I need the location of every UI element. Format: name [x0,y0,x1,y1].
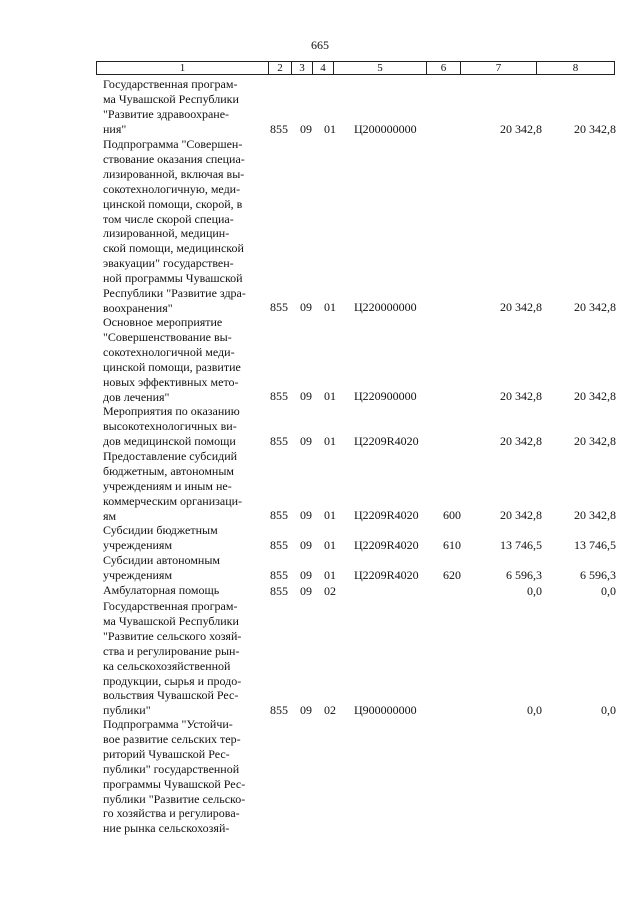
cell-c8: 20 342,8 [574,389,616,403]
cell-c8: 20 342,8 [574,508,616,522]
cell-c7: 13 746,5 [500,538,542,552]
cell-c5: Ц2209R4020 [354,538,419,552]
table-header [96,61,615,75]
cell-c2: 855 [270,584,288,598]
cell-c6: 620 [443,568,461,582]
cell-c7: 6 596,3 [506,568,542,582]
header-col-7: 7 [460,62,536,74]
cell-c6: 610 [443,538,461,552]
row-description: Амбулаторная помощь [103,583,220,597]
cell-c2: 855 [270,538,288,552]
cell-c2: 855 [270,300,288,314]
cell-c5: Ц220000000 [354,300,417,314]
header-col-8: 8 [536,62,614,74]
header-col-4: 4 [312,62,333,74]
cell-c7: 0,0 [527,703,542,717]
cell-c2: 855 [270,122,288,136]
cell-c4: 02 [324,584,336,598]
cell-c5: Ц2209R4020 [354,434,419,448]
cell-c8: 13 746,5 [574,538,616,552]
cell-c3: 09 [300,508,312,522]
cell-c5: Ц220900000 [354,389,417,403]
cell-c4: 01 [324,122,336,136]
cell-c8: 0,0 [601,584,616,598]
cell-c8: 0,0 [601,703,616,717]
cell-c5: Ц900000000 [354,703,417,717]
cell-c5: Ц200000000 [354,122,417,136]
cell-c3: 09 [300,538,312,552]
cell-c4: 01 [324,389,336,403]
cell-c7: 20 342,8 [500,389,542,403]
header-col-5: 5 [333,62,426,74]
row-description: Подпрограмма "Совершен- ствование оказания специа- лизированной, включая вы- сокотехнологичную, меди- цинской помощи, скорой, в том числе скорой специа- лизированной, медицин- ской помощи, медицинской эвакуации" государствен- ной программы Чувашской Республики "Развитие здра- воохранения" [103,137,246,315]
row-description: Субсидии автономным учреждениям [103,553,220,582]
cell-c3: 09 [300,300,312,314]
row-description: Государственная програм- ма Чувашской Республики "Развитие здравоохране- ния" [103,77,239,136]
cell-c6: 600 [443,508,461,522]
row-description: Подпрограмма "Устойчи- вое развитие сельских тер- риторий Чувашской Рес- публики" государственной программы Чувашской Рес- публики "Развитие сельско- го хозяйства и регулирова- ние рынка сельскохозяй- [103,717,246,836]
header-col-2: 2 [268,62,291,74]
header-col-3: 3 [291,62,312,74]
cell-c4: 01 [324,300,336,314]
cell-c7: 20 342,8 [500,300,542,314]
cell-c7: 20 342,8 [500,434,542,448]
cell-c4: 01 [324,538,336,552]
cell-c2: 855 [270,508,288,522]
cell-c2: 855 [270,703,288,717]
cell-c4: 01 [324,434,336,448]
row-description: Государственная програм- ма Чувашской Республики "Развитие сельского хозяй- ства и регулирование рын- ка сельскохозяйственной продукции, сырья и продо- вольствия Чувашской Рес- публики" [103,599,242,718]
cell-c3: 09 [300,568,312,582]
cell-c5: Ц2209R4020 [354,568,419,582]
cell-c3: 09 [300,584,312,598]
page-number: 665 [311,38,329,52]
cell-c7: 20 342,8 [500,508,542,522]
row-description: Основное мероприятие "Совершенствование вы- сокотехнологичной меди- цинской помощи, развитие новых эффективных мето- дов лечения" [103,315,241,404]
cell-c8: 20 342,8 [574,300,616,314]
cell-c4: 01 [324,508,336,522]
cell-c7: 0,0 [527,584,542,598]
header-col-1: 1 [179,62,186,74]
cell-c8: 20 342,8 [574,122,616,136]
row-description: Субсидии бюджетным учреждениям [103,523,218,552]
cell-c2: 855 [270,389,288,403]
header-col-6: 6 [426,62,460,74]
cell-c4: 01 [324,568,336,582]
cell-c7: 20 342,8 [500,122,542,136]
row-description: Мероприятия по оказанию высокотехнологичных ви- дов медицинской помощи [103,404,240,448]
cell-c8: 20 342,8 [574,434,616,448]
cell-c5: Ц2209R4020 [354,508,419,522]
cell-c4: 02 [324,703,336,717]
cell-c3: 09 [300,434,312,448]
cell-c8: 6 596,3 [580,568,616,582]
cell-c2: 855 [270,568,288,582]
cell-c3: 09 [300,703,312,717]
cell-c2: 855 [270,434,288,448]
cell-c3: 09 [300,389,312,403]
row-description: Предоставление субсидий бюджетным, автономным учреждениям и иным не- коммерческим организаци- ям [103,449,243,523]
cell-c3: 09 [300,122,312,136]
